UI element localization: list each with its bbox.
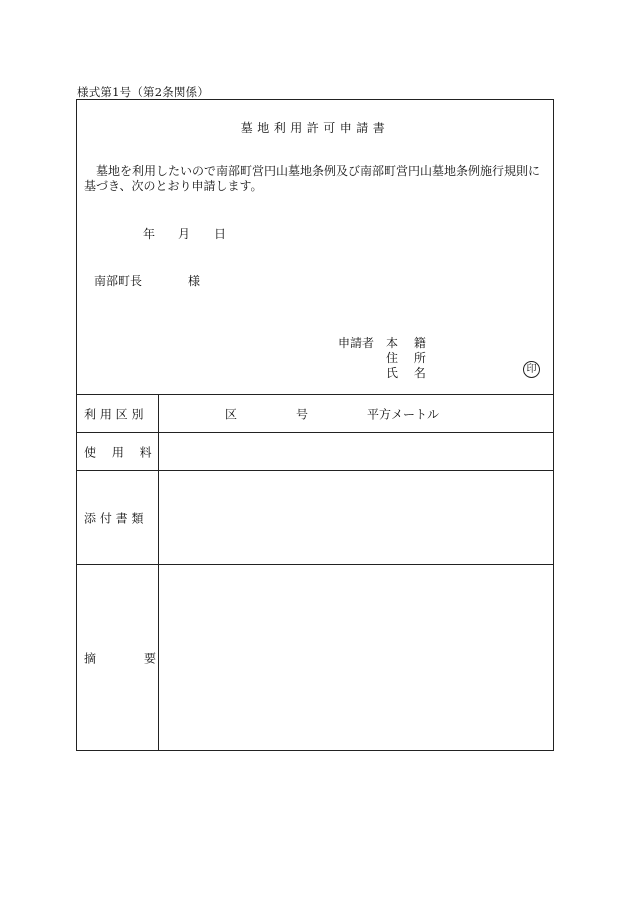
- form-title: 墓地利用許可申請書: [240, 121, 390, 135]
- date-month-label: 月: [178, 227, 191, 241]
- fee-row: [77, 432, 553, 470]
- addressee-name: 南部町長: [94, 274, 143, 288]
- applicant-label: 申請者: [338, 336, 375, 350]
- area-unit-label: 平方メートル: [367, 407, 440, 421]
- form-header-section: [77, 100, 553, 394]
- domicile-label: 本 籍: [386, 336, 432, 350]
- summary-row: [77, 564, 553, 750]
- addressee-honorific: 様: [188, 274, 201, 288]
- attachments-label: 添 付 書 類: [84, 511, 144, 525]
- section-unit-label: 区: [225, 407, 238, 421]
- number-unit-label: 号: [296, 407, 309, 421]
- date-day-label: 日: [214, 227, 227, 241]
- application-statement: 墓地を利用したいので南部町営円山墓地条例及び南部町営円山墓地条例施行規則に基づき、次のとおり申請します。: [84, 164, 541, 193]
- usage-type-label: 利 用 区 別: [84, 407, 144, 421]
- summary-label-cell: [77, 565, 159, 750]
- attachments-label-cell: [77, 471, 159, 564]
- summary-label: 摘 要: [84, 651, 157, 665]
- fee-label: 使 用 料: [84, 445, 152, 459]
- form-number: 様式第1号（第2条関係）: [77, 85, 210, 99]
- application-form: [76, 99, 554, 751]
- date-year-label: 年: [143, 227, 156, 241]
- usage-type-row: [77, 394, 553, 432]
- name-label: 氏 名: [386, 366, 432, 380]
- usage-type-label-cell: [77, 395, 159, 432]
- address-label: 住 所: [386, 351, 432, 365]
- fee-label-cell: [77, 433, 159, 470]
- seal-mark: 印: [523, 361, 540, 378]
- attachments-row: [77, 470, 553, 564]
